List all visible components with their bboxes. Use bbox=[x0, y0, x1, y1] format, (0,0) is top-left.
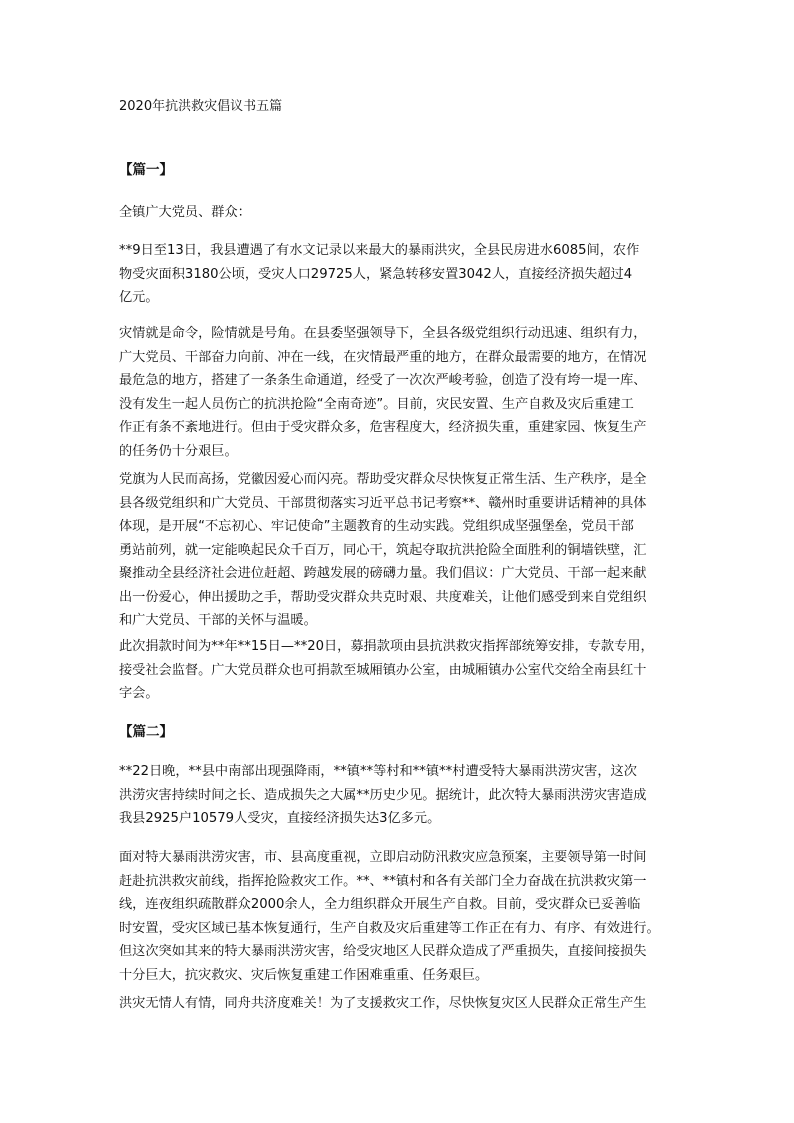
section-heading-2: 【篇二】 bbox=[119, 724, 173, 740]
text-line: 接受社会监督。广大党员群众也可捐款至城厢镇办公室，由城厢镇办公室代交给全南县红十 bbox=[119, 662, 647, 678]
paragraph-4 bbox=[119, 635, 679, 706]
paragraph-1 bbox=[119, 239, 679, 310]
text-line: 赶赴抗洪救灾前线，指挥抢险救灾工作。**、**镇村和各有关部门全力奋战在抗洪救灾第一 bbox=[119, 873, 647, 889]
text-line: 面对特大暴雨洪涝灾害，市、县高度重视，立即启动防汛救灾应急预案，主要领导第一时间 bbox=[119, 850, 647, 865]
text-line: 灾情就是命令，险情就是号角。在县委坚强领导下，全县各级党组织行动迅速、组织有力， bbox=[119, 326, 647, 341]
text-line: **9日至13日，我县遭遇了有水文记录以来最大的暴雨洪灾，全县民房进水6085间，农作 bbox=[119, 243, 640, 258]
text-line: **22日晚，**县中南部出现强降雨，**镇**等村和**镇**村遭受特大暴雨洪涝灾害，这次 bbox=[119, 764, 637, 779]
greeting bbox=[119, 201, 679, 225]
text-line: 广大党员、干部奋力向前、冲在一线，在灾情最严重的地方，在群众最需要的地方，在情况 bbox=[119, 349, 647, 365]
text-line: 县各级党组织和广大党员、干部贯彻落实习近平总书记考察**、赣州时重要讲话精神的具体 bbox=[119, 495, 647, 511]
text-line: 物受灾面积3180公顷，受灾人口29725人，紧急转移安置3042人，直接经济损失超过4 bbox=[119, 266, 633, 282]
document-title: 2020年抗洪救灾倡议书五篇 bbox=[119, 99, 283, 114]
text-line: 亿元。 bbox=[119, 290, 159, 305]
text-line: 勇站前列，就一定能唤起民众千百万，同心干，筑起夺取抗洪抢险全面胜利的铜墙铁壁，汇 bbox=[119, 542, 647, 558]
text-line: 此次捐款时间为**年**15日—**20日，募捐款项由县抗洪救灾指挥部统筹安排，专款专用， bbox=[119, 639, 654, 654]
text-line: 出一份爱心，伸出援助之手，帮助受灾群众共克时艰、共度难关，让他们感受到来自党组织 bbox=[119, 589, 647, 605]
text-line: 线，连夜组织疏散群众2000余人，全力组织群众开展生产自救。目前，受灾群众已妥善临 bbox=[119, 897, 641, 912]
text-line: 字会。 bbox=[119, 686, 159, 701]
greeting-text: 全镇广大党员、群众： bbox=[119, 205, 251, 220]
text-line: 没有发生一起人员伤亡的抗洪抢险“全南奇迹”。目前，灾民安置、生产自救及灾后重建工 bbox=[119, 396, 634, 412]
section-heading-1: 【篇一】 bbox=[119, 162, 173, 178]
text-line: 洪灾无情人有情，同舟共济度难关！为了支援救灾工作，尽快恢复灾区人民群众正常生产生 bbox=[119, 996, 647, 1011]
text-line: 聚推动全县经济社会进位赶超、跨越发展的磅礴力量。我们倡议：广大党员、干部一起来献 bbox=[119, 566, 647, 581]
paragraph-6 bbox=[119, 846, 679, 987]
text-line: 但这次突如其来的特大暴雨洪涝灾害，给受灾地区人民群众造成了严重损失，直接间接损失 bbox=[119, 944, 647, 959]
paragraph-5 bbox=[119, 760, 679, 831]
text-line: 和广大党员、干部的关怀与温暖。 bbox=[119, 613, 317, 628]
paragraph-2 bbox=[119, 322, 679, 463]
paragraph-3 bbox=[119, 468, 679, 633]
paragraph-7 bbox=[119, 992, 679, 1016]
text-line: 我县2925户10579人受灾，直接经济损失达3亿多元。 bbox=[119, 811, 441, 826]
text-line: 的任务仍十分艰巨。 bbox=[119, 443, 238, 459]
text-line: 作正有条不紊地进行。但由于受灾群众多，危害程度大，经济损失重，重建家园、恢复生产 bbox=[119, 420, 647, 435]
text-line: 最危急的地方，搭建了一条条生命通道，经受了一次次严峻考验，创造了没有垮一堤一库、 bbox=[119, 373, 647, 388]
text-line: 洪涝灾害持续时间之长、造成损失之大属**历史少见。据统计，此次特大暴雨洪涝灾害造成 bbox=[119, 787, 647, 803]
text-line: 体现，是开展“不忘初心、牢记使命”主题教育的生动实践。党组织成坚强堡垒，党员干部 bbox=[119, 519, 634, 534]
text-line: 时安置，受灾区域已基本恢复通行，生产自救及灾后重建等工作正在有力、有序、有效进行。 bbox=[119, 920, 660, 936]
text-line: 党旗为人民而高扬，党徽因爱心而闪亮。帮助受灾群众尽快恢复正常生活、生产秩序，是全 bbox=[119, 472, 647, 487]
text-line: 十分巨大，抗灾救灾、灾后恢复重建工作困难重重、任务艰巨。 bbox=[119, 967, 489, 983]
